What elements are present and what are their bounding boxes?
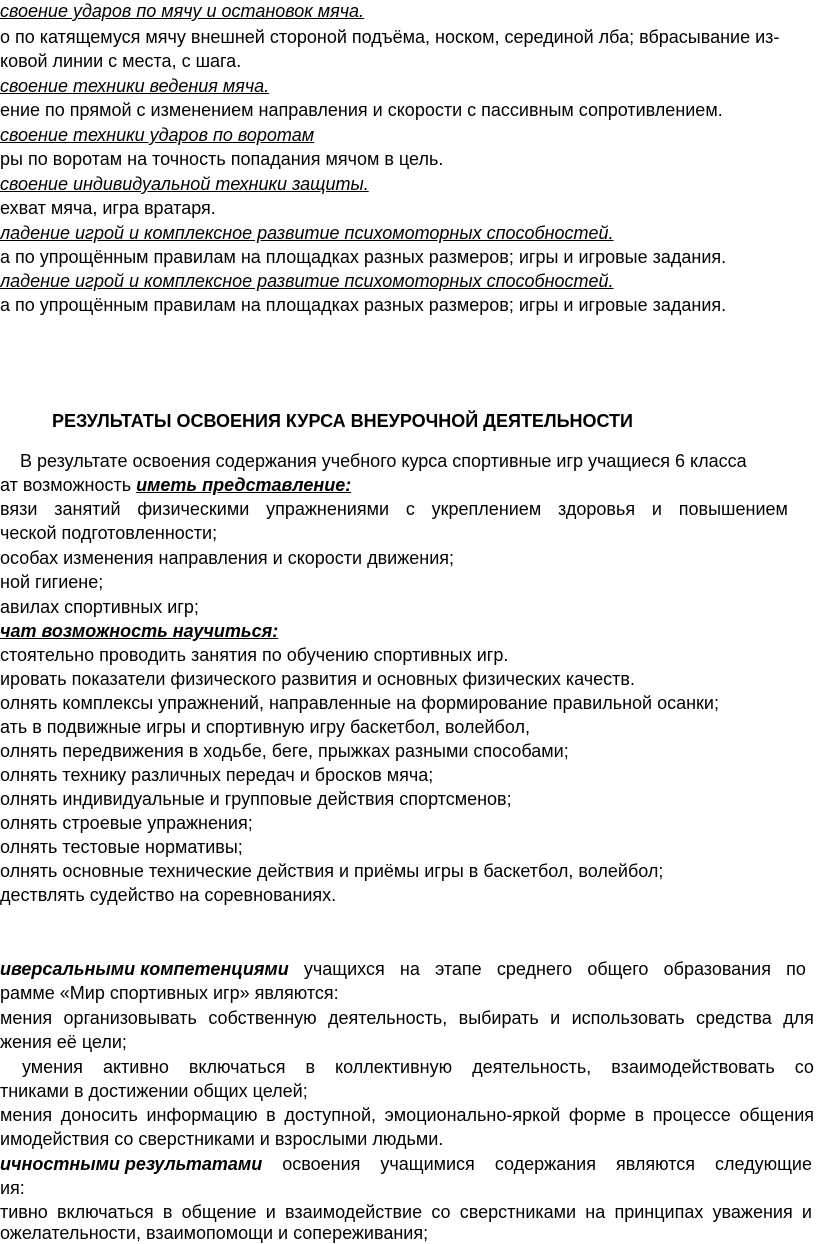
subsection-title: ладение игрой и комплексное развитие психомоторных способностей. [0, 223, 614, 243]
representation-line: ческой подготовленности; [0, 523, 218, 543]
word: образования [663, 959, 771, 979]
learn-heading: чат возможность научиться: [0, 621, 279, 641]
body-text-line: ехват мяча, игра вратаря. [0, 198, 216, 218]
learn-item: олнять технику различных передач и бросков мяча; [0, 765, 434, 785]
word: занятий [54, 499, 121, 519]
word: тивно [0, 1202, 48, 1222]
personal-results-emphasis: ичностными результатами [0, 1154, 263, 1174]
body-text-line: о по катящемуся мячу внешней стороной подъёма, носком, серединой лба; вбрасывание из- [0, 27, 780, 47]
word: деятельность, [328, 1008, 448, 1028]
word: эмоционально-яркой [384, 1105, 561, 1125]
intro-text: В результате освоения содержания учебного курса спортивные игр учащиеся 6 класса [20, 451, 747, 471]
word: доносить [60, 1105, 138, 1125]
word: общения [739, 1105, 814, 1125]
representation-line [0, 498, 788, 520]
representation-line: особах изменения направления и скорости движения; [0, 548, 455, 568]
word: учащимися [380, 1154, 475, 1174]
word: этапе [435, 959, 482, 979]
word: по [786, 959, 806, 979]
word: вязи [0, 499, 38, 519]
personal-results-line [0, 1153, 812, 1175]
competencies-line [0, 1007, 814, 1029]
word: использовать [571, 1008, 685, 1028]
word: и [265, 1202, 276, 1222]
word: активно [102, 1057, 169, 1077]
word: физическими [137, 499, 250, 519]
learn-item: ать в подвижные игры и спортивную игру баскетбол, волейбол, [0, 717, 530, 737]
word: уважения [712, 1202, 793, 1222]
word: информацию [146, 1105, 258, 1125]
word: здоровья [558, 499, 636, 519]
word: на [585, 1202, 606, 1222]
learn-item: олнять индивидуальные и групповые действия спортсменов; [0, 789, 512, 809]
word: выбирать [458, 1008, 539, 1028]
learn-item: олнять передвижения в ходьбе, беге, прыжках разными способами; [0, 741, 569, 761]
subsection-title: своение индивидуальной техники защиты. [0, 174, 369, 194]
learn-item: олнять основные технические действия и приёмы игры в баскетбол, волейбол; [0, 861, 664, 881]
word: на [399, 959, 420, 979]
word: и [651, 499, 662, 519]
competencies-line [22, 1056, 814, 1078]
intro-text-prefix: ат возможность [0, 475, 137, 495]
representation-line: авилах спортивных игр; [0, 597, 199, 617]
competencies-line [0, 958, 806, 980]
learn-item: ировать показатели физического развития и основных физических качеств. [0, 669, 635, 689]
word: повышением [678, 499, 788, 519]
word: включаться [57, 1202, 154, 1222]
word: среднего [496, 959, 573, 979]
word: коллективную [335, 1057, 453, 1077]
word: учащихся [303, 959, 385, 979]
word: содержания [494, 1154, 596, 1174]
competencies-line: жения её цели; [0, 1032, 127, 1052]
word: мения [0, 1008, 53, 1028]
learn-item: олнять комплексы упражнений, направленные на формирование правильной осанки; [0, 693, 719, 713]
word: принципах [614, 1202, 704, 1222]
word: организовывать [63, 1008, 197, 1028]
word: общего [587, 959, 649, 979]
word: в [162, 1202, 173, 1222]
word: и [550, 1008, 561, 1028]
subsection-title: своение техники ударов по воротам [0, 125, 315, 145]
body-text-line: ковой линии с места, с шага. [0, 51, 242, 71]
word: в [266, 1105, 276, 1125]
representation-line: ной гигиене; [0, 572, 104, 592]
word: умения [22, 1057, 83, 1077]
word: в [305, 1057, 316, 1077]
competencies-line [0, 1104, 814, 1126]
word: сверстниками [459, 1202, 577, 1222]
competencies-line: имодействия со сверстниками и взрослыми людьми. [0, 1129, 444, 1149]
intro-text [0, 474, 351, 496]
word: взаимодействие [285, 1202, 423, 1222]
word: укреплением [431, 499, 542, 519]
intro-emphasis: иметь представление: [136, 475, 352, 495]
word: освоения [282, 1154, 361, 1174]
word: взаимодействовать [611, 1057, 775, 1077]
learn-item: олнять тестовые нормативы; [0, 837, 243, 857]
word: процессе [652, 1105, 731, 1125]
subsection-title: своение ударов по мячу и остановок мяча. [0, 1, 365, 21]
learn-item: дествлять судейство на соревнованиях. [0, 885, 337, 905]
word: в [634, 1105, 645, 1125]
word: являются [615, 1154, 695, 1174]
word: со [431, 1202, 451, 1222]
word: с [405, 499, 415, 519]
competencies-emphasis: иверсальными компетенциями [0, 959, 289, 979]
personal-results-line: ия: [0, 1178, 25, 1198]
body-text-line: а по упрощённым правилам на площадках разных размеров; игры и игровые задания. [0, 295, 727, 315]
word: мения [0, 1105, 53, 1125]
word: и [801, 1202, 812, 1222]
word: включаться [188, 1057, 286, 1077]
personal-results-line [0, 1201, 812, 1223]
personal-results-line: ожелательности, взаимопомощи и сопереживания; [0, 1223, 429, 1243]
word: со [794, 1057, 814, 1077]
body-text-line: ры по воротам на точность попадания мячом в цель. [0, 149, 444, 169]
learn-item: стоятельно проводить занятия по обучению спортивных игр. [0, 645, 509, 665]
competencies-line: тниками в достижении общих целей; [0, 1081, 308, 1101]
word: деятельность, [472, 1057, 592, 1077]
body-text-line: а по упрощённым правилам на площадках разных размеров; игры и игровые задания. [0, 247, 727, 267]
word: следующие [715, 1154, 812, 1174]
word: форме [568, 1105, 627, 1125]
subsection-title: ладение игрой и комплексное развитие психомоторных способностей. [0, 271, 614, 291]
body-text-line: ение по прямой с изменением направления и скорости с пассивным сопротивлением. [0, 100, 723, 120]
word: средства [696, 1008, 772, 1028]
word: для [783, 1008, 814, 1028]
word: общение [181, 1202, 257, 1222]
learn-item: олнять строевые упражнения; [0, 813, 253, 833]
subsection-title: своение техники ведения мяча. [0, 76, 270, 96]
word: упражнениями [266, 499, 390, 519]
competencies-line: рамме «Мир спортивных игр» являются: [0, 983, 339, 1003]
section-heading: РЕЗУЛЬТАТЫ ОСВОЕНИЯ КУРСА ВНЕУРОЧНОЙ ДЕЯТЕЛЬНОСТИ [52, 411, 633, 431]
word: доступной, [284, 1105, 377, 1125]
word: собственную [208, 1008, 317, 1028]
